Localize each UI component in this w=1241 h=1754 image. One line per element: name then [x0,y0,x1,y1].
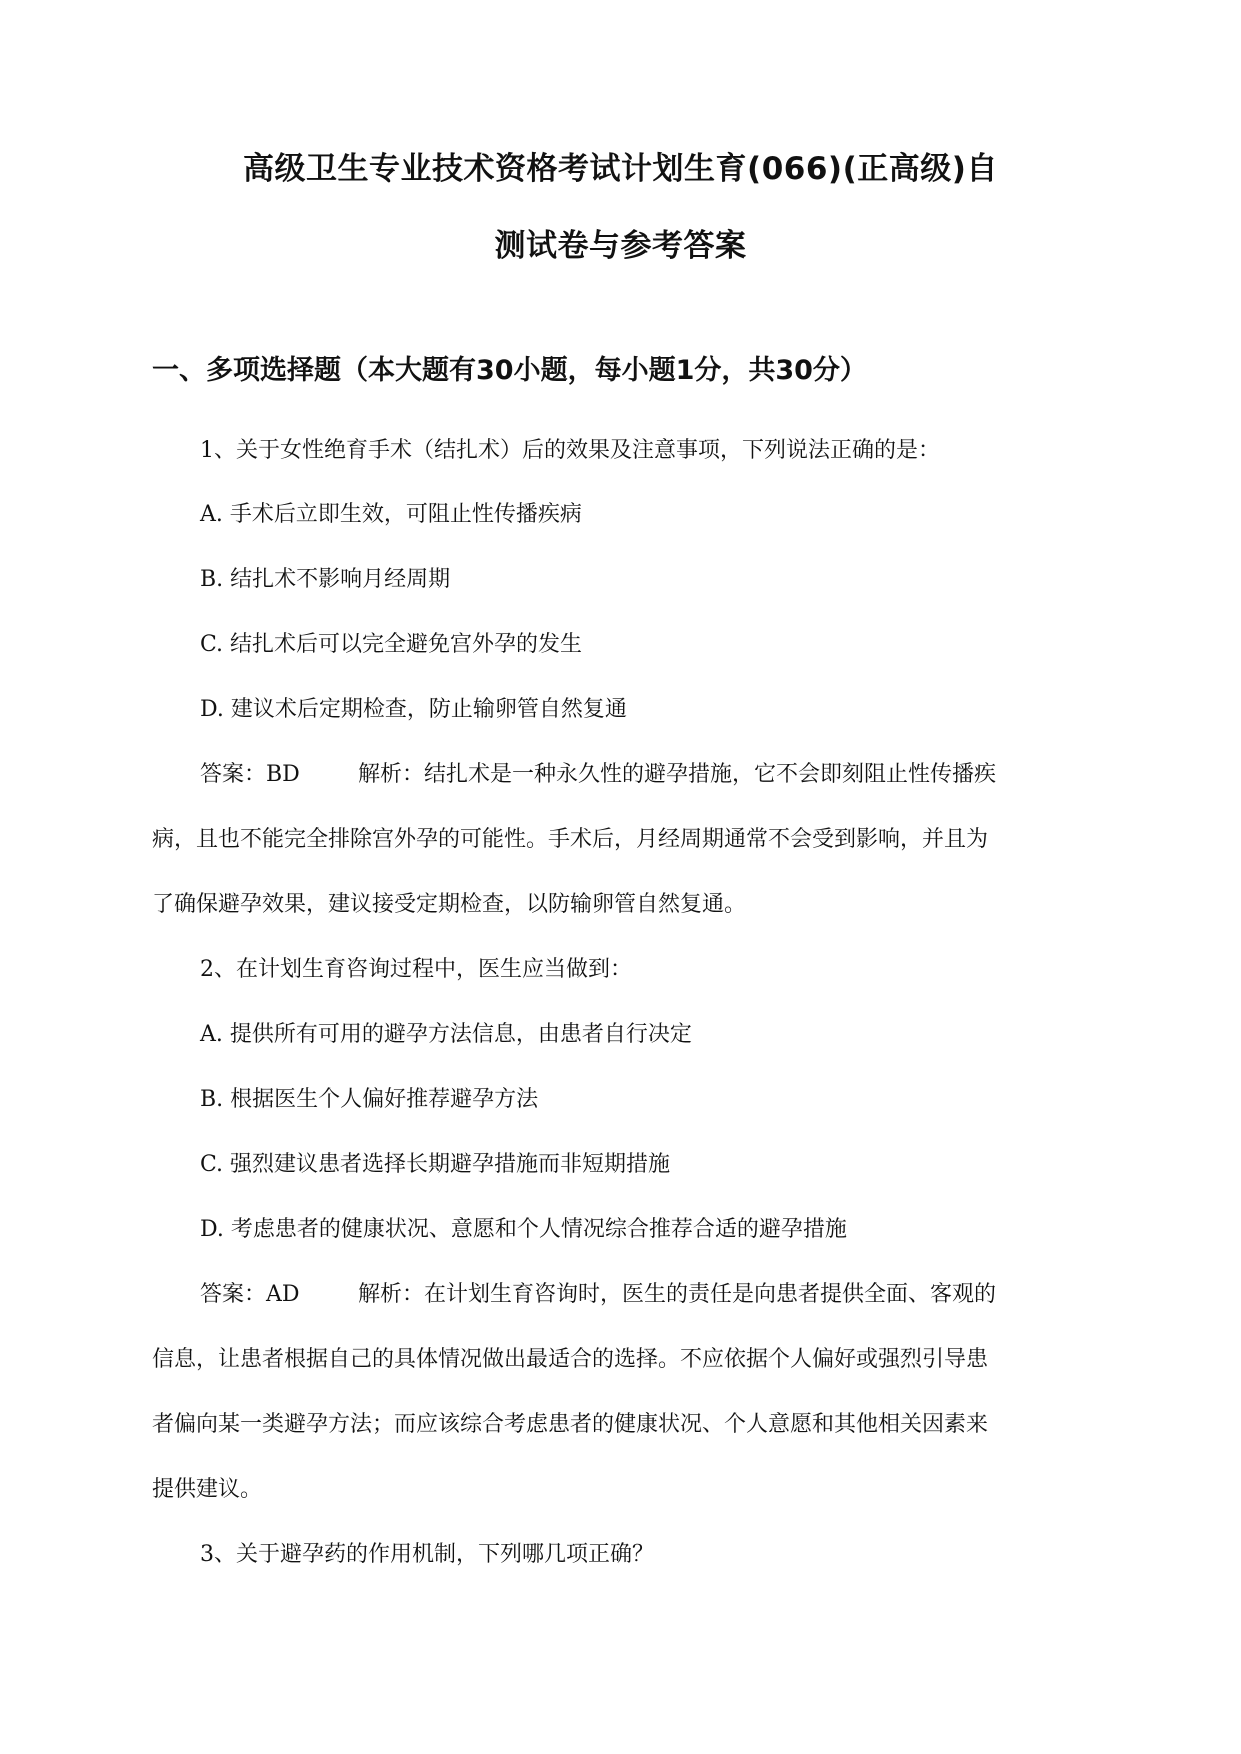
question-option: A. 提供所有可用的避孕方法信息，由患者自行决定 [200,1022,692,1047]
question-option: B. 根据医生个人偏好推荐避孕方法 [200,1087,539,1112]
analysis-text: 了确保避孕效果，建议接受定期检查，以防输卵管自然复通。 [152,892,747,917]
answer-label: 答案：AD [200,1282,300,1307]
question-option: D. 考虑患者的健康状况、意愿和个人情况综合推荐合适的避孕措施 [200,1217,847,1242]
question-option: D. 建议术后定期检查，防止输卵管自然复通 [200,697,627,722]
analysis-text: 解析：在计划生育咨询时，医生的责任是向患者提供全面、客观的 [358,1282,997,1307]
answer-line [200,1280,996,1310]
question-option: C. 强烈建议患者选择长期避孕措施而非短期措施 [200,1152,671,1177]
question-option: C. 结扎术后可以完全避免宫外孕的发生 [200,632,583,657]
question-option: B. 结扎术不影响月经周期 [200,567,451,592]
question-option: A. 手术后立即生效，可阻止性传播疾病 [200,502,582,527]
answer-label: 答案：BD [200,762,300,787]
section-heading: 一、多项选择题（本大题有30小题，每小题1分，共30分） [152,355,867,386]
answer-line [200,760,996,790]
document-title-line-1: 高级卫生专业技术资格考试计划生育(066)(正高级)自 [243,151,998,187]
question-stem: 3、关于避孕药的作用机制，下列哪几项正确？ [200,1542,654,1567]
document-title-line-2: 测试卷与参考答案 [494,228,747,264]
question-stem: 1、关于女性绝育手术（结扎术）后的效果及注意事项，下列说法正确的是： [200,438,940,463]
analysis-text: 解析：结扎术是一种永久性的避孕措施，它不会即刻阻止性传播疾 [358,762,997,787]
analysis-text: 信息，让患者根据自己的具体情况做出最适合的选择。不应依据个人偏好或强烈引导患 [152,1347,989,1372]
question-stem: 2、在计划生育咨询过程中，医生应当做到： [200,957,632,982]
analysis-text: 提供建议。 [152,1477,263,1502]
analysis-text: 病，且也不能完全排除宫外孕的可能性。手术后，月经周期通常不会受到影响，并且为 [152,827,989,852]
analysis-text: 者偏向某一类避孕方法；而应该综合考虑患者的健康状况、个人意愿和其他相关因素来 [152,1412,989,1437]
